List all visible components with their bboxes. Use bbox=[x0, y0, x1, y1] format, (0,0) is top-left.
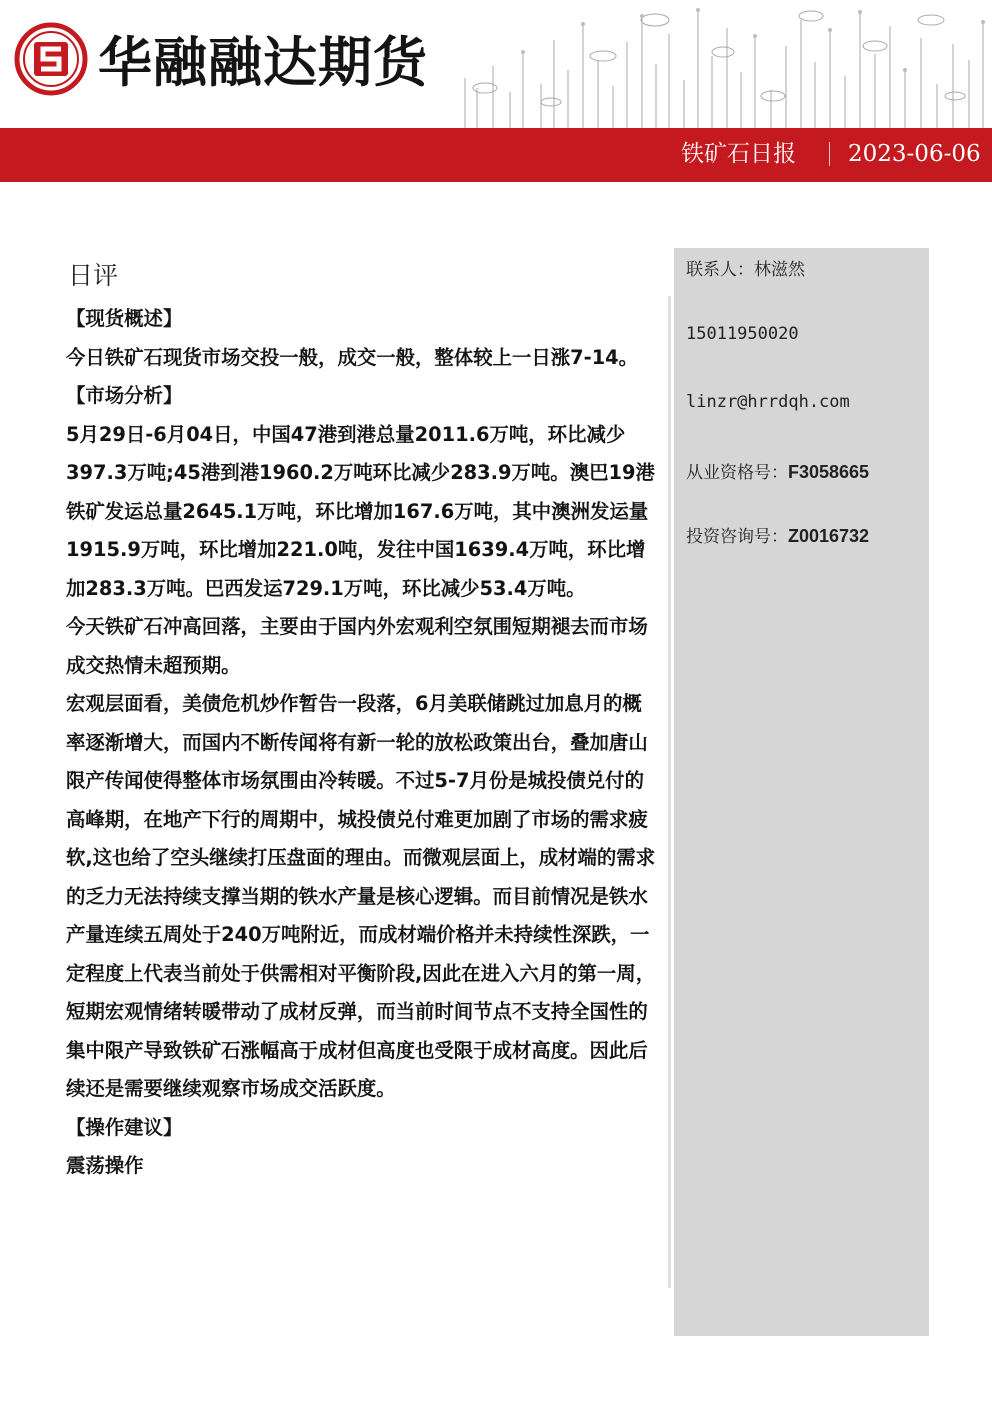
section-title: 日评 bbox=[68, 261, 119, 290]
contact-phone: 15011950020 bbox=[686, 324, 799, 344]
contact-email: linzr@hrrdqh.com bbox=[686, 392, 850, 412]
advice-heading: 【操作建议】 bbox=[66, 1115, 183, 1139]
advice-text: 震荡操作 bbox=[66, 1154, 144, 1177]
header-decoration bbox=[455, 0, 992, 128]
header-separator bbox=[829, 142, 830, 166]
qualification-value: F3058665 bbox=[788, 462, 870, 482]
header-red-bar bbox=[0, 128, 992, 182]
company-name: 华融融达期货 bbox=[98, 31, 428, 94]
qualification-number bbox=[686, 458, 869, 483]
market-heading: 【市场分析】 bbox=[66, 384, 183, 407]
consulting-value: Z0016732 bbox=[788, 526, 870, 546]
spot-heading: 【现货概述】 bbox=[66, 307, 183, 330]
consulting-label: 投资咨询号： bbox=[686, 527, 788, 547]
market-paragraph-2: 今天铁矿石冲高回落，主要由于国内外宏观利空氛围短期褪去而市场成交热情未超预期。 bbox=[66, 615, 648, 677]
contact-name: 林滋然 bbox=[754, 260, 805, 280]
contact-label: 联系人： bbox=[686, 260, 754, 280]
qualification-label: 从业资格号： bbox=[686, 463, 788, 483]
consulting-number bbox=[686, 522, 869, 547]
spot-text: 今日铁矿石现货市场交投一般，成交一般，整体较上一日涨7-14。 bbox=[66, 345, 639, 369]
market-paragraph-3: 宏观层面看，美债危机炒作暂告一段落，6月美联储跳过加息月的概率逐渐增大，而国内不断传闻将有新一轮的放松政策出台，叠加唐山限产传闻使得整体市场氛围由冷转暖。不过5-7月份是城投债兑付的高峰期，在地产下行的周期中，城投债兑付难更加剧了市场的需求疲软,这也给了空头继续打压盘面的理由。而微观层面上，成材端的需求的乏力无法持续支撑当期的铁水产量是核心逻辑。而目前情况是铁水产量连续五周处于240万吨附近，而成材端价格并未持续性深跌，一定程度上代表当前处于供需相对平衡阶段,因此在进入六月的第一周，短期宏观情绪转暖带动了成材反弹，而当前时间节点不支持全国性的集中限产导致铁矿石涨幅高于成材但高度也受限于成材高度。因此后续还是需要继续观察市场成交活跃度。 bbox=[66, 692, 656, 1100]
company-logo-icon bbox=[14, 22, 88, 96]
sidebar-divider bbox=[668, 296, 671, 1288]
market-paragraph-1: 5月29日-6月04日，中国47港到港总量2011.6万吨，环比减少397.3万吨;45港到港1960.2万吨环比减少283.9万吨。澳巴19港铁矿发运总量2645.1万吨，环比增加167.6万吨，其中澳洲发运量1915.9万吨，环比增加221.0吨，发往中国1639.4万吨，环比增加283.3万吨。巴西发运729.1万吨，环比减少53.4万吨。 bbox=[66, 422, 655, 600]
contact-person bbox=[686, 255, 805, 280]
report-date: 2023-06-06 bbox=[848, 141, 981, 167]
report-body bbox=[66, 300, 660, 1186]
report-type: 铁矿石日报 bbox=[681, 141, 796, 167]
